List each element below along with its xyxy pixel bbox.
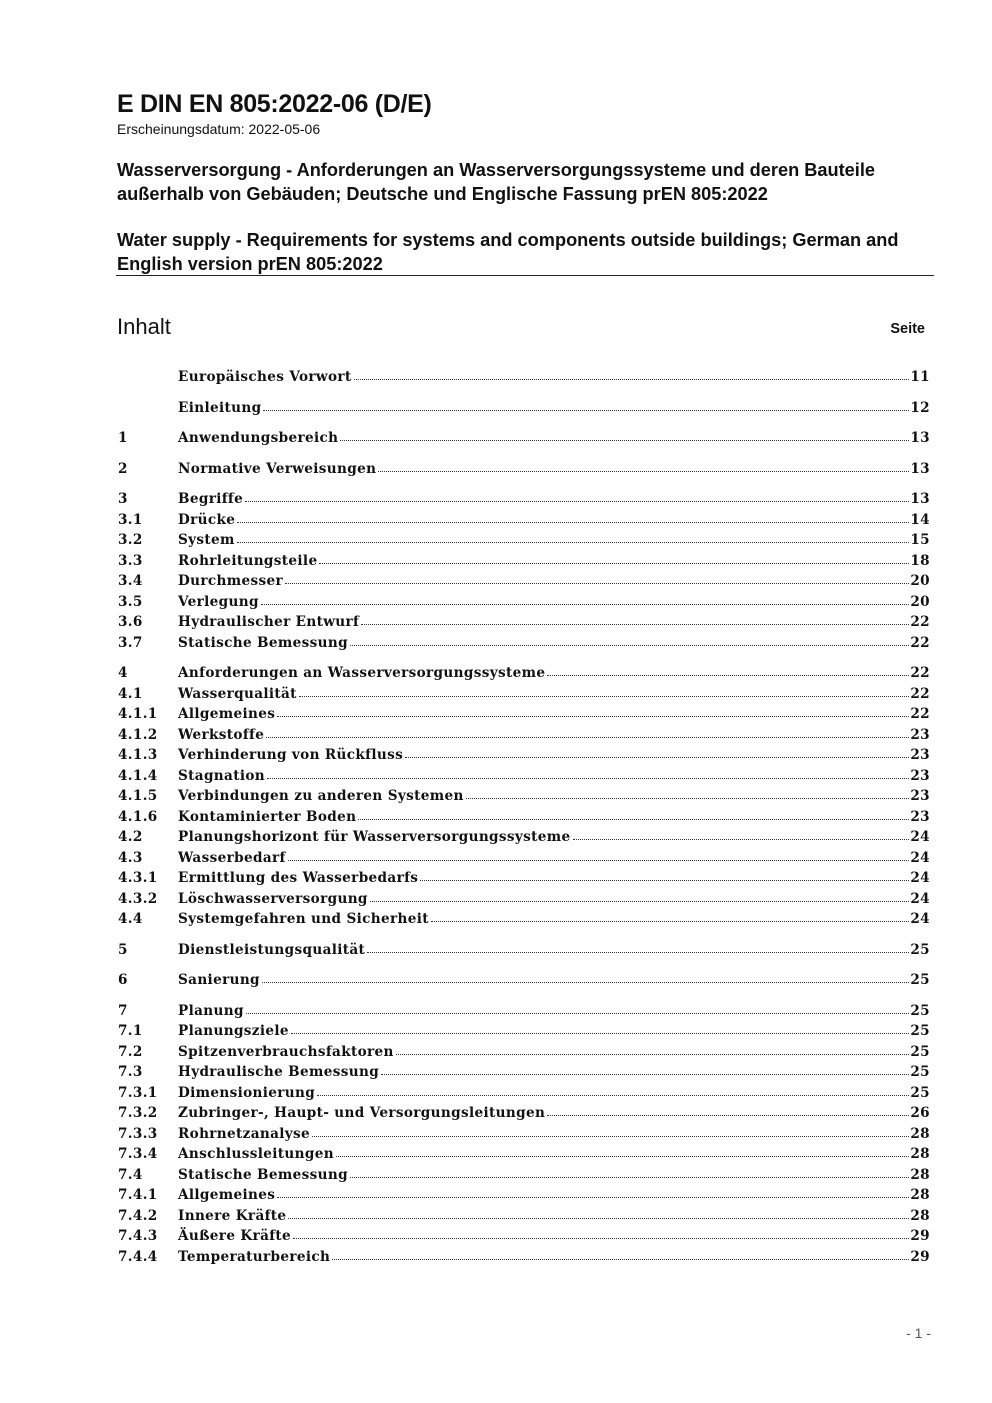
- toc-entry-number: 7.3.3: [118, 1125, 158, 1142]
- toc-dot-leader: [354, 378, 910, 380]
- toc-entry-number: 4.1.6: [118, 808, 158, 825]
- toc-entry[interactable]: [118, 1208, 930, 1229]
- toc-entry-title: Hydraulische Bemessung: [178, 1064, 380, 1080]
- toc-entry[interactable]: [118, 594, 930, 615]
- toc-entry-title: Werkstoffe: [178, 726, 265, 743]
- toc-entry-page: 11: [910, 369, 930, 385]
- toc-entry-title: Planung: [178, 1002, 244, 1019]
- toc-entry[interactable]: [118, 1146, 930, 1167]
- toc-entry[interactable]: [118, 1249, 930, 1270]
- toc-entry-number: 7: [118, 1002, 128, 1019]
- toc-entry-title: Verbindungen zu anderen Systemen: [178, 788, 464, 804]
- toc-dot-leader: [420, 879, 909, 881]
- toc-entry-number: 4.1.1: [118, 706, 158, 722]
- toc-entry-page: 28: [910, 1146, 930, 1162]
- toc-entry-page: 20: [910, 593, 930, 610]
- toc-entry-page: 15: [910, 532, 930, 548]
- toc-dot-leader: [277, 1196, 909, 1198]
- toc-entry[interactable]: [118, 809, 930, 830]
- toc-entry[interactable]: [118, 573, 930, 594]
- toc-entry[interactable]: [118, 850, 930, 871]
- toc-entry[interactable]: [118, 1085, 930, 1106]
- toc-entry-number: 3: [118, 491, 128, 507]
- toc-entry-page: 25: [910, 1043, 930, 1060]
- toc-entry-title: Stagnation: [178, 767, 265, 784]
- toc-dot-leader: [332, 1258, 909, 1260]
- toc-dot-leader: [267, 777, 909, 779]
- toc-dot-leader: [262, 981, 909, 983]
- toc-entry-page: 24: [910, 829, 930, 845]
- toc-entry-page: 13: [910, 430, 930, 446]
- toc-entry[interactable]: [118, 1044, 930, 1065]
- toc-entry-title: Durchmesser: [178, 573, 283, 589]
- toc-entry-number: 7.3.4: [118, 1146, 158, 1162]
- toc-entry[interactable]: [118, 1126, 930, 1147]
- toc-entry-title: Spitzenverbrauchsfaktoren: [178, 1043, 394, 1060]
- toc-entry-title: Anforderungen an Wasserversorgungssysteme: [178, 665, 546, 681]
- toc-entry-page: 22: [910, 634, 930, 651]
- toc-dot-leader: [246, 1012, 910, 1014]
- toc-dot-leader: [336, 1155, 909, 1157]
- toc-dot-leader: [547, 1114, 909, 1116]
- toc-dot-leader: [547, 674, 909, 676]
- toc-entry[interactable]: [118, 972, 930, 993]
- toc-entry-page: 22: [910, 614, 930, 630]
- toc-entry-title: Verhinderung von Rückfluss: [178, 747, 404, 763]
- toc-entry-title: Systemgefahren und Sicherheit: [178, 911, 429, 927]
- toc-entry-page: 24: [910, 890, 930, 907]
- toc-entry-page: 28: [910, 1187, 930, 1203]
- toc-entry-title: Anwendungsbereich: [178, 430, 339, 446]
- toc-entry[interactable]: [118, 1167, 930, 1188]
- toc-entry-title: Temperaturbereich: [178, 1248, 331, 1265]
- toc-entry-page: 22: [910, 685, 930, 702]
- toc-entry-page: 24: [910, 911, 930, 927]
- toc-entry-title: Kontaminierter Boden: [178, 808, 357, 825]
- toc-entry-number: 4.3: [118, 849, 143, 866]
- toc-entry-title: Drücke: [178, 511, 236, 528]
- toc-dot-leader: [396, 1053, 910, 1055]
- toc-entry-number: 2: [118, 460, 128, 477]
- toc-entry[interactable]: [118, 512, 930, 533]
- toc-dot-leader: [293, 1237, 909, 1239]
- toc-dot-leader: [288, 859, 910, 861]
- document-code: E DIN EN 805:2022-06 (D/E): [117, 90, 432, 118]
- toc-entry-number: 7.4: [118, 1166, 143, 1183]
- toc-entry-title: Planungshorizont für Wasserversorgungssysteme: [178, 829, 571, 845]
- toc-dot-leader: [378, 470, 909, 472]
- toc-entry-number: 4.1: [118, 685, 143, 702]
- toc-entry[interactable]: [118, 491, 930, 512]
- toc-entry-number: 7.3.2: [118, 1105, 158, 1121]
- toc-entry-page: 25: [910, 941, 930, 958]
- toc-entry-page: 29: [910, 1248, 930, 1265]
- toc-entry-number: 3.1: [118, 511, 143, 528]
- toc-entry-number: 7.3: [118, 1064, 143, 1080]
- toc-entry[interactable]: [118, 1064, 930, 1085]
- toc-entry-number: 3.4: [118, 573, 143, 589]
- toc-entry-page: 24: [910, 849, 930, 866]
- toc-dot-leader: [312, 1135, 909, 1137]
- toc-entry-page: 23: [910, 767, 930, 784]
- toc-entry-page: 18: [910, 552, 930, 569]
- toc-entry-page: 23: [910, 808, 930, 825]
- title-german: Wasserversorgung - Anforderungen an Wasserversorgungssysteme und deren Bauteile außerhalb von Gebäuden; Deutsche und Englische Fassung prEN 805:2022: [117, 160, 876, 204]
- toc-entry-number: 5: [118, 941, 128, 958]
- toc-entry[interactable]: [118, 430, 930, 451]
- toc-entry[interactable]: [118, 788, 930, 809]
- toc-dot-leader: [361, 623, 909, 625]
- toc-dot-leader: [405, 756, 909, 758]
- toc-entry[interactable]: [118, 942, 930, 963]
- toc-entry-page: 20: [910, 573, 930, 589]
- toc-dot-leader: [466, 797, 910, 799]
- toc-entry-page: 28: [910, 1125, 930, 1142]
- toc-entry[interactable]: [118, 686, 930, 707]
- toc-entry-number: 4.2: [118, 829, 143, 845]
- toc-entry-title: Dimensionierung: [178, 1084, 316, 1101]
- page-number: - 1 -: [906, 1325, 931, 1341]
- toc-entry-number: 3.5: [118, 593, 143, 610]
- toc-entry-number: 7.1: [118, 1023, 143, 1039]
- toc-entry[interactable]: [118, 635, 930, 656]
- toc-entry-page: 13: [910, 491, 930, 507]
- toc-entry-number: 7.4.1: [118, 1187, 158, 1203]
- toc-entry[interactable]: [118, 532, 930, 553]
- toc-entry[interactable]: [118, 768, 930, 789]
- toc-dot-leader: [266, 736, 909, 738]
- toc-entry[interactable]: [118, 614, 930, 635]
- toc-dot-leader: [237, 541, 910, 543]
- toc-entry-page: 14: [910, 511, 930, 528]
- toc-entry-title: Äußere Kräfte: [178, 1228, 292, 1244]
- toc-dot-leader: [263, 409, 909, 411]
- toc-entry-page: 24: [910, 870, 930, 886]
- toc-entry-title: Sanierung: [178, 972, 260, 988]
- publication-date: Erscheinungsdatum: 2022-05-06: [117, 121, 321, 137]
- toc-entry-page: 23: [910, 788, 930, 804]
- toc-entry-title: Europäisches Vorwort: [178, 369, 352, 385]
- toc-dot-leader: [285, 582, 909, 584]
- toc-entry-title: Löschwasserversorgung: [178, 890, 368, 907]
- toc-entry-title: Statische Bemessung: [178, 1166, 348, 1183]
- toc-entry-page: 25: [910, 972, 930, 988]
- table-of-contents: [118, 369, 930, 1269]
- toc-dot-leader: [319, 562, 909, 564]
- toc-entry-page: 26: [910, 1105, 930, 1121]
- toc-dot-leader: [261, 603, 910, 605]
- toc-entry-title: System: [178, 532, 235, 548]
- toc-entry-number: 7.3.1: [118, 1084, 158, 1101]
- toc-entry[interactable]: [118, 1003, 930, 1024]
- toc-entry[interactable]: [118, 747, 930, 768]
- toc-entry-title: Innere Kräfte: [178, 1207, 287, 1224]
- toc-dot-leader: [288, 1217, 909, 1219]
- toc-entry-page: 25: [910, 1002, 930, 1019]
- toc-entry[interactable]: [118, 1023, 930, 1044]
- toc-dot-leader: [237, 521, 909, 523]
- toc-entry-number: 6: [118, 972, 128, 988]
- toc-entry[interactable]: [118, 400, 930, 421]
- toc-entry-title: Wasserqualität: [178, 685, 297, 702]
- toc-entry-number: 3.7: [118, 634, 143, 651]
- toc-entry-number: 7.4.3: [118, 1228, 158, 1244]
- toc-entry-page: 12: [910, 399, 930, 416]
- toc-entry[interactable]: [118, 1105, 930, 1126]
- toc-entry[interactable]: [118, 911, 930, 932]
- toc-dot-leader: [350, 644, 909, 646]
- toc-entry-number: 4.3.2: [118, 890, 158, 907]
- toc-entry[interactable]: [118, 727, 930, 748]
- toc-entry-title: Planungsziele: [178, 1023, 289, 1039]
- toc-dot-leader: [431, 920, 909, 922]
- toc-dot-leader: [245, 500, 909, 502]
- toc-entry[interactable]: [118, 369, 930, 390]
- toc-dot-leader: [277, 715, 909, 717]
- toc-dot-leader: [381, 1073, 909, 1075]
- toc-entry[interactable]: [118, 1228, 930, 1249]
- toc-dot-leader: [340, 439, 909, 441]
- toc-entry[interactable]: [118, 1187, 930, 1208]
- toc-entry-number: 4.4: [118, 911, 143, 927]
- toc-dot-leader: [573, 838, 910, 840]
- toc-entry-number: 4.1.3: [118, 747, 158, 763]
- toc-entry-number: 3.3: [118, 552, 143, 569]
- toc-entry-title: Dienstleistungsqualität: [178, 941, 366, 958]
- toc-entry-number: 4: [118, 665, 128, 681]
- toc-dot-leader: [358, 818, 909, 820]
- toc-entry-title: Normative Verweisungen: [178, 460, 377, 477]
- toc-entry-title: Ermittlung des Wasserbedarfs: [178, 870, 419, 886]
- toc-dot-leader: [291, 1032, 909, 1034]
- toc-dot-leader: [317, 1094, 909, 1096]
- toc-entry-title: Anschlussleitungen: [178, 1146, 334, 1162]
- toc-entry-number: 7.4.2: [118, 1207, 158, 1224]
- toc-entry-title: Allgemeines: [178, 706, 276, 722]
- toc-heading: Inhalt: [117, 314, 171, 339]
- title-english: Water supply - Requirements for systems and components outside buildings; German and English version prEN 805:2022: [117, 230, 899, 274]
- toc-entry-title: Einleitung: [178, 399, 262, 416]
- toc-entry[interactable]: [118, 870, 930, 891]
- toc-entry-number: 1: [118, 430, 128, 446]
- toc-entry-number: 4.3.1: [118, 870, 158, 886]
- toc-entry-number: 4.1.4: [118, 767, 158, 784]
- title-divider: [116, 275, 934, 276]
- toc-entry-title: Begriffe: [178, 491, 244, 507]
- toc-entry[interactable]: [118, 706, 930, 727]
- toc-entry-page: 22: [910, 706, 930, 722]
- toc-dot-leader: [350, 1176, 909, 1178]
- toc-entry-title: Statische Bemessung: [178, 634, 348, 651]
- toc-entry-number: 7.4.4: [118, 1248, 158, 1265]
- toc-entry-title: Zubringer-, Haupt- und Versorgungsleitungen: [178, 1105, 546, 1121]
- toc-entry-page: 25: [910, 1064, 930, 1080]
- toc-entry-page: 29: [910, 1228, 930, 1244]
- toc-entry-number: 3.6: [118, 614, 143, 630]
- toc-entry-page: 13: [910, 460, 930, 477]
- toc-entry-title: Hydraulischer Entwurf: [178, 614, 360, 630]
- toc-page-column-label: Seite: [890, 321, 925, 337]
- toc-dot-leader: [299, 695, 910, 697]
- toc-entry-page: 28: [910, 1207, 930, 1224]
- toc-dot-leader: [370, 900, 910, 902]
- toc-entry-number: 7.2: [118, 1043, 143, 1060]
- toc-entry-number: 4.1.5: [118, 788, 158, 804]
- toc-entry-title: Wasserbedarf: [178, 849, 286, 866]
- toc-entry-title: Rohrleitungsteile: [178, 552, 318, 569]
- toc-entry-page: 23: [910, 747, 930, 763]
- toc-entry-page: 22: [910, 665, 930, 681]
- toc-entry-title: Rohrnetzanalyse: [178, 1125, 311, 1142]
- toc-entry-page: 25: [910, 1023, 930, 1039]
- toc-entry[interactable]: [118, 891, 930, 912]
- toc-entry[interactable]: [118, 553, 930, 574]
- toc-entry-title: Verlegung: [178, 593, 259, 610]
- toc-entry-page: 23: [910, 726, 930, 743]
- toc-entry[interactable]: [118, 829, 930, 850]
- toc-entry-number: 4.1.2: [118, 726, 158, 743]
- toc-entry-number: 3.2: [118, 532, 143, 548]
- toc-entry-title: Allgemeines: [178, 1187, 276, 1203]
- toc-entry-page: 25: [910, 1084, 930, 1101]
- toc-entry[interactable]: [118, 665, 930, 686]
- toc-entry-page: 28: [910, 1166, 930, 1183]
- toc-entry[interactable]: [118, 461, 930, 482]
- toc-dot-leader: [367, 951, 909, 953]
